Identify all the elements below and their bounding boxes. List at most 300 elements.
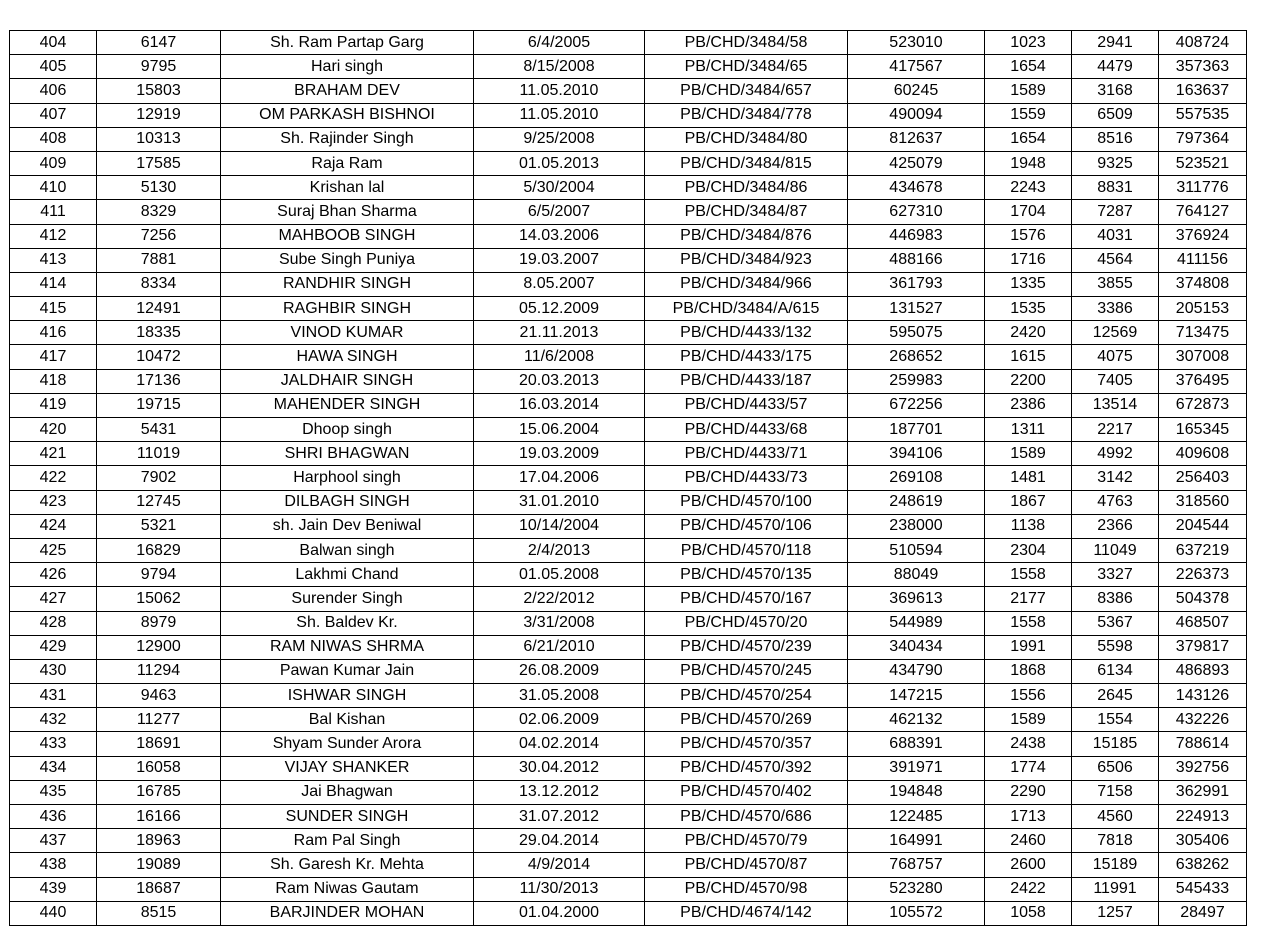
name-cell: SHRI BHAGWAN [221,442,474,466]
date-cell: 01.05.2008 [474,563,645,587]
value-b-cell: 15189 [1072,853,1159,877]
serial-no-cell: 440 [10,901,97,925]
total-cell: 486893 [1159,659,1247,683]
date-cell: 2/22/2012 [474,587,645,611]
table-row [10,369,1247,393]
amount-cell: 340434 [848,635,985,659]
name-cell: Ram Pal Singh [221,829,474,853]
value-a-cell: 2420 [985,321,1072,345]
value-b-cell: 2217 [1072,418,1159,442]
value-b-cell: 5367 [1072,611,1159,635]
serial-no-cell: 436 [10,805,97,829]
total-cell: 432226 [1159,708,1247,732]
id-cell: 11019 [97,442,221,466]
value-a-cell: 2304 [985,538,1072,562]
date-cell: 05.12.2009 [474,297,645,321]
name-cell: Jai Bhagwan [221,780,474,804]
date-cell: 11.05.2010 [474,79,645,103]
ppo-number-cell: PB/CHD/3484/966 [645,272,848,296]
ppo-number-cell: PB/CHD/4570/392 [645,756,848,780]
name-cell: Ram Niwas Gautam [221,877,474,901]
date-cell: 17.04.2006 [474,466,645,490]
amount-cell: 268652 [848,345,985,369]
total-cell: 163637 [1159,79,1247,103]
table-row [10,877,1247,901]
date-cell: 11/6/2008 [474,345,645,369]
ppo-number-cell: PB/CHD/4433/68 [645,418,848,442]
value-b-cell: 3142 [1072,466,1159,490]
value-a-cell: 2243 [985,176,1072,200]
value-a-cell: 1704 [985,200,1072,224]
value-a-cell: 1481 [985,466,1072,490]
amount-cell: 434678 [848,176,985,200]
serial-no-cell: 433 [10,732,97,756]
value-a-cell: 1615 [985,345,1072,369]
value-b-cell: 3168 [1072,79,1159,103]
value-b-cell: 7818 [1072,829,1159,853]
table-row [10,563,1247,587]
id-cell: 18691 [97,732,221,756]
serial-no-cell: 431 [10,684,97,708]
ppo-number-cell: PB/CHD/3484/87 [645,200,848,224]
name-cell: Sh. Ram Partap Garg [221,31,474,55]
id-cell: 8979 [97,611,221,635]
serial-no-cell: 409 [10,151,97,175]
id-cell: 7902 [97,466,221,490]
value-a-cell: 1589 [985,708,1072,732]
value-a-cell: 1868 [985,659,1072,683]
value-a-cell: 1138 [985,514,1072,538]
amount-cell: 462132 [848,708,985,732]
id-cell: 12491 [97,297,221,321]
ppo-number-cell: PB/CHD/4570/167 [645,587,848,611]
total-cell: 409608 [1159,442,1247,466]
name-cell: Raja Ram [221,151,474,175]
total-cell: 374808 [1159,272,1247,296]
amount-cell: 672256 [848,393,985,417]
value-b-cell: 4564 [1072,248,1159,272]
date-cell: 11.05.2010 [474,103,645,127]
total-cell: 504378 [1159,587,1247,611]
total-cell: 224913 [1159,805,1247,829]
value-a-cell: 1867 [985,490,1072,514]
date-cell: 19.03.2007 [474,248,645,272]
value-a-cell: 2460 [985,829,1072,853]
total-cell: 557535 [1159,103,1247,127]
table-row [10,151,1247,175]
amount-cell: 627310 [848,200,985,224]
amount-cell: 122485 [848,805,985,829]
ppo-number-cell: PB/CHD/3484/80 [645,127,848,151]
table-row [10,272,1247,296]
date-cell: 6/4/2005 [474,31,645,55]
amount-cell: 446983 [848,224,985,248]
name-cell: SUNDER SINGH [221,805,474,829]
name-cell: VINOD KUMAR [221,321,474,345]
date-cell: 04.02.2014 [474,732,645,756]
id-cell: 16785 [97,780,221,804]
amount-cell: 490094 [848,103,985,127]
serial-no-cell: 407 [10,103,97,127]
name-cell: Pawan Kumar Jain [221,659,474,683]
ppo-number-cell: PB/CHD/3484/A/615 [645,297,848,321]
value-a-cell: 1058 [985,901,1072,925]
value-b-cell: 4075 [1072,345,1159,369]
ppo-number-cell: PB/CHD/4570/254 [645,684,848,708]
value-a-cell: 2438 [985,732,1072,756]
amount-cell: 688391 [848,732,985,756]
total-cell: 311776 [1159,176,1247,200]
id-cell: 11294 [97,659,221,683]
value-b-cell: 4560 [1072,805,1159,829]
serial-no-cell: 414 [10,272,97,296]
ppo-number-cell: PB/CHD/4570/79 [645,829,848,853]
ppo-number-cell: PB/CHD/4570/239 [645,635,848,659]
value-b-cell: 11991 [1072,877,1159,901]
date-cell: 01.05.2013 [474,151,645,175]
serial-no-cell: 405 [10,55,97,79]
date-cell: 4/9/2014 [474,853,645,877]
amount-cell: 425079 [848,151,985,175]
total-cell: 523521 [1159,151,1247,175]
serial-no-cell: 412 [10,224,97,248]
name-cell: OM PARKASH BISHNOI [221,103,474,127]
value-b-cell: 3386 [1072,297,1159,321]
table-row [10,248,1247,272]
ppo-number-cell: PB/CHD/3484/815 [645,151,848,175]
total-cell: 143126 [1159,684,1247,708]
name-cell: sh. Jain Dev Beniwal [221,514,474,538]
ppo-number-cell: PB/CHD/3484/86 [645,176,848,200]
table-row [10,829,1247,853]
date-cell: 8/15/2008 [474,55,645,79]
table-row [10,442,1247,466]
amount-cell: 488166 [848,248,985,272]
value-a-cell: 1654 [985,55,1072,79]
value-a-cell: 1535 [985,297,1072,321]
serial-no-cell: 415 [10,297,97,321]
amount-cell: 510594 [848,538,985,562]
ppo-number-cell: PB/CHD/4570/135 [645,563,848,587]
value-a-cell: 2386 [985,393,1072,417]
date-cell: 6/21/2010 [474,635,645,659]
value-b-cell: 6134 [1072,659,1159,683]
date-cell: 16.03.2014 [474,393,645,417]
date-cell: 20.03.2013 [474,369,645,393]
amount-cell: 194848 [848,780,985,804]
serial-no-cell: 422 [10,466,97,490]
value-a-cell: 1023 [985,31,1072,55]
serial-no-cell: 427 [10,587,97,611]
id-cell: 18963 [97,829,221,853]
total-cell: 307008 [1159,345,1247,369]
value-a-cell: 1311 [985,418,1072,442]
table-row [10,659,1247,683]
total-cell: 226373 [1159,563,1247,587]
amount-cell: 595075 [848,321,985,345]
serial-no-cell: 437 [10,829,97,853]
serial-no-cell: 418 [10,369,97,393]
table-row [10,756,1247,780]
amount-cell: 269108 [848,466,985,490]
name-cell: ISHWAR SINGH [221,684,474,708]
value-a-cell: 1335 [985,272,1072,296]
id-cell: 7256 [97,224,221,248]
serial-no-cell: 435 [10,780,97,804]
date-cell: 11/30/2013 [474,877,645,901]
date-cell: 30.04.2012 [474,756,645,780]
name-cell: Sube Singh Puniya [221,248,474,272]
date-cell: 02.06.2009 [474,708,645,732]
id-cell: 10472 [97,345,221,369]
ppo-number-cell: PB/CHD/4570/269 [645,708,848,732]
value-b-cell: 12569 [1072,321,1159,345]
id-cell: 19089 [97,853,221,877]
id-cell: 7881 [97,248,221,272]
total-cell: 672873 [1159,393,1247,417]
amount-cell: 394106 [848,442,985,466]
table-row [10,611,1247,635]
id-cell: 9794 [97,563,221,587]
serial-no-cell: 406 [10,79,97,103]
value-b-cell: 13514 [1072,393,1159,417]
amount-cell: 105572 [848,901,985,925]
id-cell: 5130 [97,176,221,200]
value-b-cell: 6506 [1072,756,1159,780]
total-cell: 204544 [1159,514,1247,538]
total-cell: 468507 [1159,611,1247,635]
total-cell: 797364 [1159,127,1247,151]
ppo-number-cell: PB/CHD/4570/20 [645,611,848,635]
serial-no-cell: 424 [10,514,97,538]
id-cell: 5321 [97,514,221,538]
id-cell: 12900 [97,635,221,659]
ppo-number-cell: PB/CHD/4433/73 [645,466,848,490]
ppo-number-cell: PB/CHD/3484/65 [645,55,848,79]
amount-cell: 248619 [848,490,985,514]
value-b-cell: 7287 [1072,200,1159,224]
value-b-cell: 4031 [1072,224,1159,248]
name-cell: BRAHAM DEV [221,79,474,103]
total-cell: 205153 [1159,297,1247,321]
ppo-number-cell: PB/CHD/3484/923 [645,248,848,272]
date-cell: 3/31/2008 [474,611,645,635]
name-cell: MAHBOOB SINGH [221,224,474,248]
value-a-cell: 1948 [985,151,1072,175]
value-b-cell: 7158 [1072,780,1159,804]
serial-no-cell: 416 [10,321,97,345]
table-row [10,853,1247,877]
name-cell: VIJAY SHANKER [221,756,474,780]
date-cell: 01.04.2000 [474,901,645,925]
name-cell: RANDHIR SINGH [221,272,474,296]
value-b-cell: 2366 [1072,514,1159,538]
table-row [10,684,1247,708]
serial-no-cell: 434 [10,756,97,780]
serial-no-cell: 404 [10,31,97,55]
total-cell: 376495 [1159,369,1247,393]
serial-no-cell: 421 [10,442,97,466]
ppo-number-cell: PB/CHD/4570/106 [645,514,848,538]
table-row [10,103,1247,127]
id-cell: 16058 [97,756,221,780]
id-cell: 17585 [97,151,221,175]
table-row [10,321,1247,345]
table-row [10,200,1247,224]
value-b-cell: 8831 [1072,176,1159,200]
table-row [10,55,1247,79]
ppo-number-cell: PB/CHD/4433/57 [645,393,848,417]
table-row [10,708,1247,732]
table-row [10,31,1247,55]
value-a-cell: 1558 [985,563,1072,587]
table-row [10,466,1247,490]
amount-cell: 544989 [848,611,985,635]
table-row [10,901,1247,925]
id-cell: 10313 [97,127,221,151]
table-row [10,514,1247,538]
amount-cell: 88049 [848,563,985,587]
id-cell: 15803 [97,79,221,103]
name-cell: JALDHAIR SINGH [221,369,474,393]
serial-no-cell: 432 [10,708,97,732]
ppo-number-cell: PB/CHD/4433/132 [645,321,848,345]
date-cell: 6/5/2007 [474,200,645,224]
date-cell: 15.06.2004 [474,418,645,442]
ppo-number-cell: PB/CHD/4433/187 [645,369,848,393]
serial-no-cell: 419 [10,393,97,417]
value-a-cell: 2200 [985,369,1072,393]
ppo-number-cell: PB/CHD/4570/98 [645,877,848,901]
table-row [10,127,1247,151]
value-b-cell: 4479 [1072,55,1159,79]
value-a-cell: 1713 [985,805,1072,829]
total-cell: 411156 [1159,248,1247,272]
amount-cell: 259983 [848,369,985,393]
table-row [10,176,1247,200]
date-cell: 26.08.2009 [474,659,645,683]
total-cell: 28497 [1159,901,1247,925]
name-cell: Hari singh [221,55,474,79]
id-cell: 18335 [97,321,221,345]
date-cell: 21.11.2013 [474,321,645,345]
serial-no-cell: 426 [10,563,97,587]
total-cell: 638262 [1159,853,1247,877]
ppo-number-cell: PB/CHD/4433/71 [645,442,848,466]
value-b-cell: 8516 [1072,127,1159,151]
table-row [10,635,1247,659]
serial-no-cell: 430 [10,659,97,683]
serial-no-cell: 420 [10,418,97,442]
total-cell: 305406 [1159,829,1247,853]
table-row [10,79,1247,103]
name-cell: RAM NIWAS SHRMA [221,635,474,659]
amount-cell: 434790 [848,659,985,683]
total-cell: 165345 [1159,418,1247,442]
name-cell: BARJINDER MOHAN [221,901,474,925]
name-cell: Bal Kishan [221,708,474,732]
date-cell: 9/25/2008 [474,127,645,151]
id-cell: 16166 [97,805,221,829]
amount-cell: 523280 [848,877,985,901]
serial-no-cell: 438 [10,853,97,877]
amount-cell: 238000 [848,514,985,538]
name-cell: Sh. Rajinder Singh [221,127,474,151]
value-b-cell: 7405 [1072,369,1159,393]
value-a-cell: 1589 [985,79,1072,103]
total-cell: 318560 [1159,490,1247,514]
name-cell: DILBAGH SINGH [221,490,474,514]
id-cell: 18687 [97,877,221,901]
date-cell: 31.07.2012 [474,805,645,829]
name-cell: Krishan lal [221,176,474,200]
table-row [10,393,1247,417]
id-cell: 12919 [97,103,221,127]
name-cell: Surender Singh [221,587,474,611]
table-row [10,418,1247,442]
name-cell: Shyam Sunder Arora [221,732,474,756]
serial-no-cell: 425 [10,538,97,562]
pension-data-table [9,30,1247,926]
amount-cell: 131527 [848,297,985,321]
table-body [10,31,1247,926]
amount-cell: 361793 [848,272,985,296]
ppo-number-cell: PB/CHD/4433/175 [645,345,848,369]
id-cell: 8334 [97,272,221,296]
date-cell: 31.05.2008 [474,684,645,708]
date-cell: 29.04.2014 [474,829,645,853]
total-cell: 379817 [1159,635,1247,659]
table-row [10,780,1247,804]
ppo-number-cell: PB/CHD/4570/87 [645,853,848,877]
id-cell: 17136 [97,369,221,393]
total-cell: 713475 [1159,321,1247,345]
amount-cell: 768757 [848,853,985,877]
id-cell: 9795 [97,55,221,79]
amount-cell: 369613 [848,587,985,611]
ppo-number-cell: PB/CHD/4570/402 [645,780,848,804]
amount-cell: 391971 [848,756,985,780]
value-a-cell: 2422 [985,877,1072,901]
name-cell: Balwan singh [221,538,474,562]
id-cell: 8329 [97,200,221,224]
amount-cell: 60245 [848,79,985,103]
id-cell: 5431 [97,418,221,442]
value-b-cell: 4763 [1072,490,1159,514]
total-cell: 392756 [1159,756,1247,780]
name-cell: RAGHBIR SINGH [221,297,474,321]
serial-no-cell: 411 [10,200,97,224]
id-cell: 9463 [97,684,221,708]
value-a-cell: 1576 [985,224,1072,248]
total-cell: 376924 [1159,224,1247,248]
name-cell: Sh. Garesh Kr. Mehta [221,853,474,877]
table-row [10,587,1247,611]
value-b-cell: 2645 [1072,684,1159,708]
amount-cell: 147215 [848,684,985,708]
value-a-cell: 1654 [985,127,1072,151]
value-a-cell: 1559 [985,103,1072,127]
ppo-number-cell: PB/CHD/3484/876 [645,224,848,248]
serial-no-cell: 429 [10,635,97,659]
value-b-cell: 15185 [1072,732,1159,756]
serial-no-cell: 439 [10,877,97,901]
amount-cell: 417567 [848,55,985,79]
id-cell: 12745 [97,490,221,514]
ppo-number-cell: PB/CHD/3484/58 [645,31,848,55]
value-a-cell: 1556 [985,684,1072,708]
value-b-cell: 3327 [1072,563,1159,587]
